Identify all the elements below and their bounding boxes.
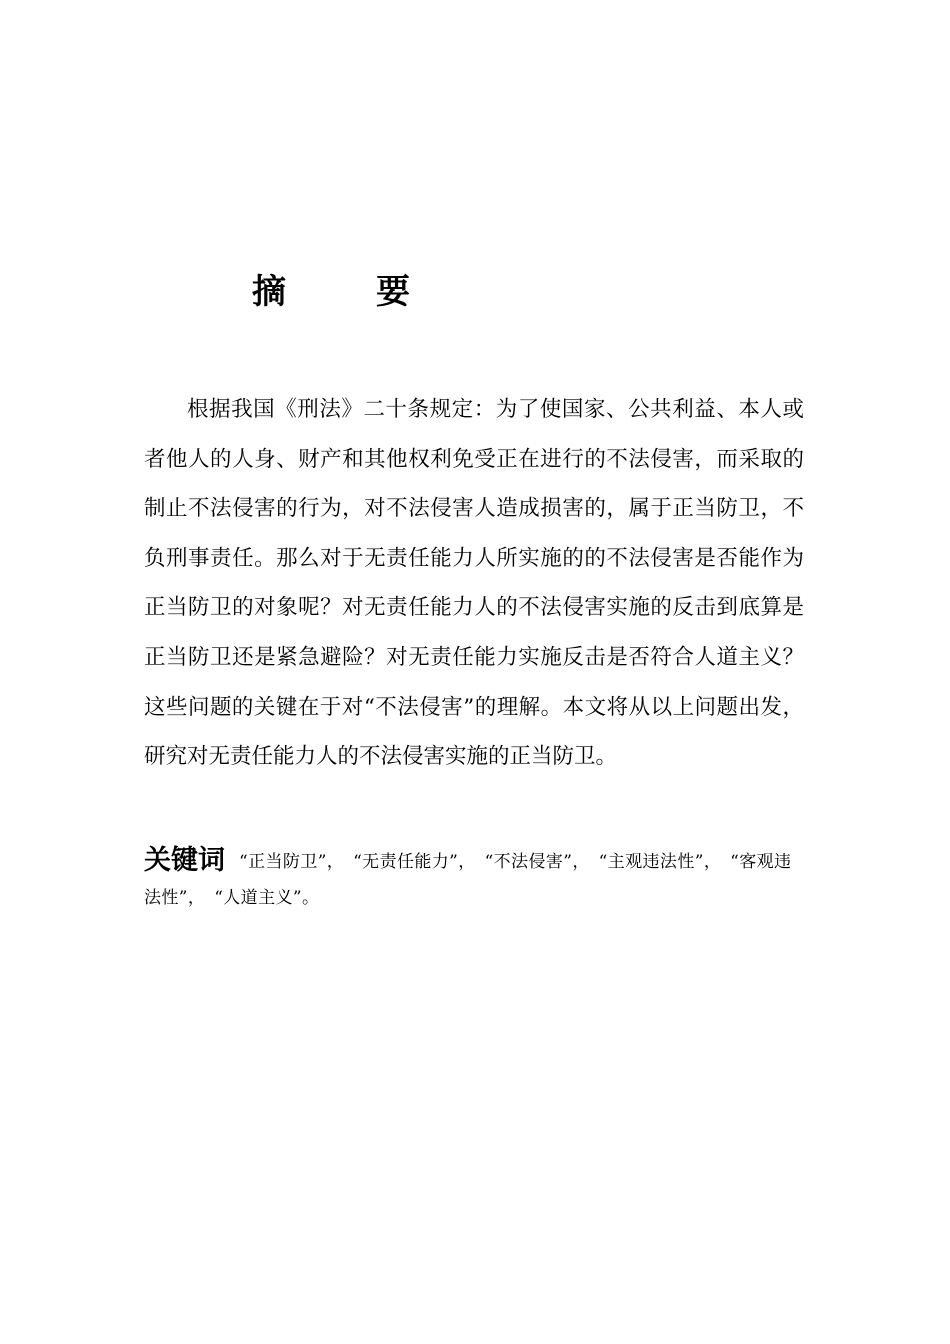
keywords-list: “正当防卫”， “无责任能力”， “不法侵害”， “主观违法性”， “客观违法性”， “人道主义”。 [144, 852, 792, 908]
abstract-title: 摘 要 [252, 272, 438, 312]
keywords-section [144, 843, 804, 916]
abstract-body: 根据我国《刑法》二十条规定：为了使国家、公共利益、本人或者他人的人身、财产和其他权利免受正在进行的不法侵害，而采取的制止不法侵害的行为，对不法侵害人造成损害的，属于正当防卫，不负刑事责任。那么对于无责任能力人所实施的的不法侵害是否能作为正当防卫的对象呢？对无责任能力人的不法侵害实施的反击到底算是正当防卫还是紧急避险？对无责任能力实施反击是否符合人道主义？这些问题的关键在于对“不法侵害”的理解。本文将从以上问题出发，研究对无责任能力人的不法侵害实施的正当防卫。 [144, 397, 804, 770]
keywords-label: 关键词 [144, 845, 225, 876]
